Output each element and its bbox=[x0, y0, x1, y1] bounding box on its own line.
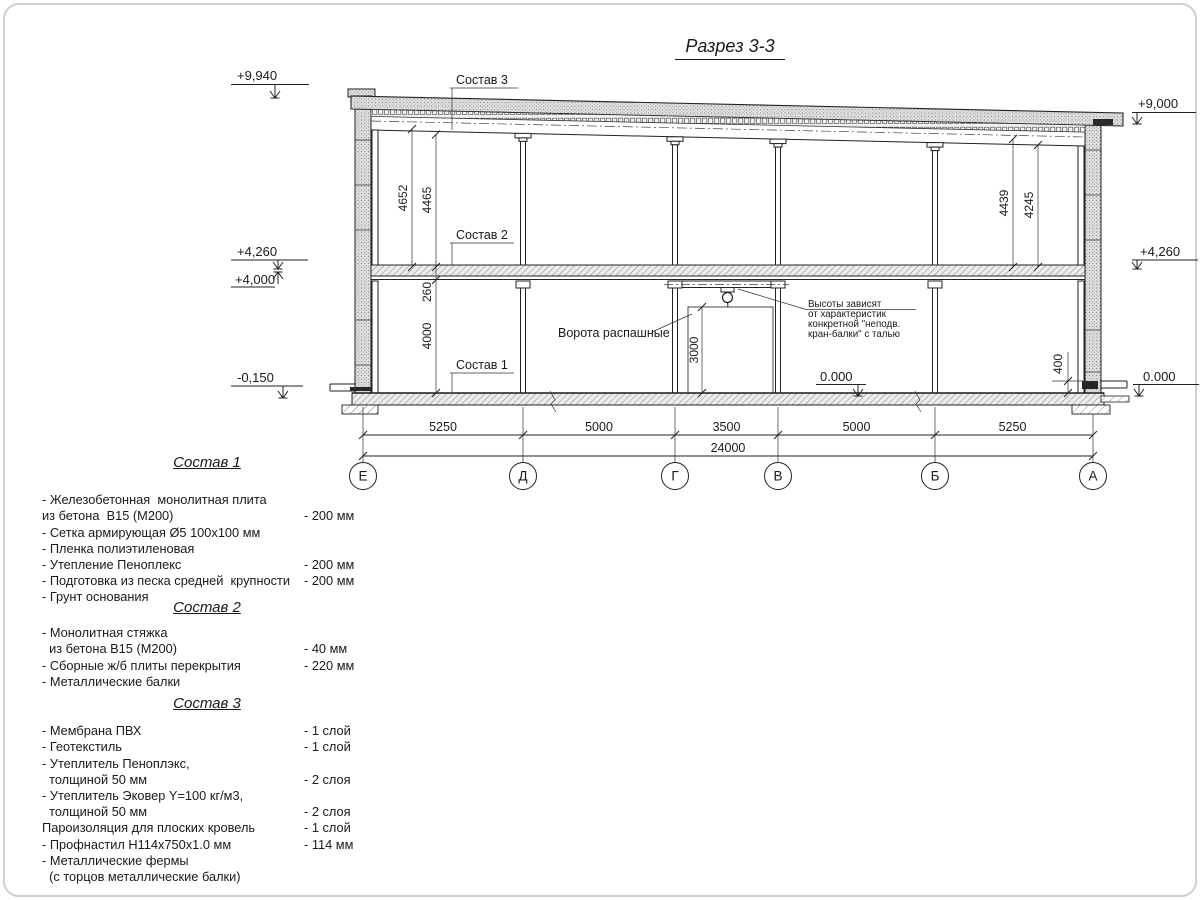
dim-right-outer: 4439 bbox=[997, 189, 1011, 217]
legend-item bbox=[42, 804, 372, 820]
floor-band bbox=[352, 393, 1104, 405]
dim-left-outer: 4652 bbox=[396, 184, 410, 212]
legend-section-title: Состав 1 bbox=[173, 454, 241, 471]
note-line: Высоты зависят bbox=[808, 299, 882, 310]
bay-dim: 5000 bbox=[585, 420, 613, 434]
legend-item bbox=[42, 658, 372, 674]
right-console bbox=[1101, 396, 1129, 402]
dim-base-400: 400 bbox=[1051, 353, 1065, 375]
floor-slab-intermediate bbox=[371, 265, 1085, 280]
elevation-arrow-icon bbox=[273, 260, 283, 269]
legend-item-label: из бетона В15 (М200) bbox=[42, 641, 177, 657]
legend-item bbox=[42, 837, 372, 853]
bay-dim: 5000 bbox=[842, 420, 871, 434]
right-apron-step bbox=[1100, 381, 1127, 388]
axis-label: Д bbox=[518, 468, 528, 484]
legend-item-label: Пароизоляция для плоских кровель bbox=[42, 820, 256, 836]
legend-item bbox=[42, 674, 372, 690]
legend-item-label: - Пленка полиэтиленовая bbox=[42, 540, 195, 556]
legend-item bbox=[42, 541, 372, 557]
legend-item bbox=[42, 820, 372, 836]
legend-item bbox=[42, 508, 372, 524]
legend-item-label: (с торцов металлические балки) bbox=[42, 869, 241, 885]
legend-item-label: - Подготовка из песка средней крупности bbox=[42, 573, 291, 589]
legend-item-label: - Мембрана ПВХ bbox=[42, 723, 142, 739]
legend-item-value: - 200 мм bbox=[304, 557, 355, 573]
dim-vertical-left bbox=[396, 125, 440, 397]
legend-item-label: - Профнастил Н114х750х1.0 мм bbox=[42, 836, 232, 852]
elevation-mark-mid-left-upper bbox=[231, 244, 308, 269]
elevation-value: +4,260 bbox=[237, 244, 278, 259]
legend-item bbox=[42, 492, 372, 508]
elevation-value: +4,260 bbox=[1140, 244, 1181, 259]
legend-item bbox=[42, 772, 372, 788]
elevation-mark-floor-inner bbox=[816, 369, 866, 396]
elevation-arrow-icon bbox=[1132, 113, 1142, 125]
legend-item-value: - 200 мм bbox=[304, 573, 355, 589]
legend-item-value: - 1 слой bbox=[304, 723, 351, 739]
left-footing bbox=[342, 405, 378, 414]
elevation-value: 0.000 bbox=[1143, 369, 1176, 384]
legend-section-title: Состав 2 bbox=[173, 599, 241, 616]
legend-item bbox=[42, 557, 372, 573]
legend-item-value: - 220 мм bbox=[304, 657, 355, 673]
note-line: от характеристик bbox=[808, 309, 886, 320]
elevation-arrow-icon bbox=[1132, 260, 1142, 269]
pilaster-upper-left bbox=[372, 130, 378, 265]
elevation-mark-mid-right bbox=[1132, 244, 1198, 269]
columns-upper bbox=[372, 130, 1084, 265]
legend-item-value: - 2 слоя bbox=[304, 771, 351, 787]
legend-item-label: толщиной 50 мм bbox=[42, 804, 148, 820]
legend-item-label: - Сборные ж/б плиты перекрытия bbox=[42, 657, 241, 673]
dim-slab-260: 260 bbox=[420, 281, 434, 303]
legend-item bbox=[42, 525, 372, 541]
column-upper bbox=[515, 133, 531, 265]
legend-items bbox=[42, 625, 372, 690]
legend-items bbox=[42, 723, 372, 885]
legend-item-label: - Монолитная стяжка bbox=[42, 625, 168, 641]
legend-item-label: - Железобетонная монолитная плита bbox=[42, 492, 267, 508]
hoist-trolley bbox=[721, 288, 734, 293]
callout-sostav2 bbox=[450, 228, 514, 265]
pilaster-lower-left bbox=[372, 281, 378, 393]
pilaster-upper-right bbox=[1078, 146, 1084, 265]
pilaster-lower-right bbox=[1078, 281, 1084, 393]
axis-label: Г bbox=[671, 468, 679, 484]
legend-item-label: - Металлические фермы bbox=[42, 852, 189, 868]
legend-item-label: - Металлические балки bbox=[42, 673, 181, 689]
elevation-arrow-icon bbox=[270, 85, 280, 98]
legend-item-value: - 114 мм bbox=[304, 836, 354, 852]
axis-label: Б bbox=[930, 468, 940, 484]
legend-item-label: - Утеплитель Пеноплэкс, bbox=[42, 755, 190, 771]
slab-band bbox=[371, 265, 1085, 276]
callout-label: Состав 3 bbox=[456, 73, 508, 87]
legend-item bbox=[42, 853, 372, 869]
column-upper bbox=[770, 139, 786, 265]
legend-item bbox=[42, 788, 372, 804]
elevation-mark-bottom-right bbox=[1133, 369, 1199, 396]
legend-item bbox=[42, 625, 372, 641]
legend-item bbox=[42, 723, 372, 739]
legend-item-label: - Утепление Пеноплекс bbox=[42, 557, 182, 573]
column-lower bbox=[516, 281, 530, 393]
callout-gates bbox=[558, 314, 692, 340]
roof-edge-block bbox=[1093, 119, 1113, 125]
dim-row-total bbox=[359, 441, 1097, 460]
legend-item bbox=[42, 869, 372, 885]
elevation-arrow-icon bbox=[278, 386, 288, 398]
total-dim: 24000 bbox=[710, 441, 746, 455]
note-line: кран-балки" с талью bbox=[808, 329, 900, 340]
legend-item-value: - 1 слой bbox=[304, 739, 351, 755]
axis-markers bbox=[350, 463, 1107, 490]
axis-label: А bbox=[1088, 468, 1098, 484]
legend-item bbox=[42, 641, 372, 657]
bay-dim: 5250 bbox=[429, 420, 457, 434]
legend-section-title: Состав 3 bbox=[173, 695, 241, 712]
elevation-arrow-icon bbox=[1134, 385, 1144, 397]
legend-item-label: - Грунт основания bbox=[42, 589, 149, 605]
legend-item bbox=[42, 739, 372, 755]
roof-assembly bbox=[351, 96, 1123, 146]
legend-item-label: из бетона В15 (М200) bbox=[42, 508, 174, 524]
note-line: конкретной "неподв. bbox=[808, 319, 901, 330]
elevation-mark-bottom-left bbox=[231, 370, 303, 398]
dim-left-inner: 4465 bbox=[420, 186, 434, 214]
callout-sostav1 bbox=[450, 358, 514, 392]
elevation-value: +9,940 bbox=[237, 68, 278, 83]
drawing-title-text: Разрез 3-3 bbox=[675, 36, 784, 60]
elevation-value: +4,000 bbox=[235, 272, 276, 287]
left-base-plate bbox=[350, 387, 372, 391]
legend-item bbox=[42, 756, 372, 772]
legend-section-sostav1 bbox=[42, 455, 372, 606]
elevation-mark-mid-left-lower bbox=[231, 272, 283, 287]
elevation-mark-top-left bbox=[231, 68, 309, 98]
axis-label: В bbox=[773, 468, 783, 484]
crane-beam bbox=[664, 281, 789, 310]
hoist-block bbox=[723, 293, 733, 303]
dim-right-inner: 4245 bbox=[1022, 191, 1036, 219]
elevation-value: +9,000 bbox=[1138, 96, 1179, 111]
column-upper bbox=[667, 137, 683, 265]
right-footing bbox=[1072, 405, 1110, 414]
legend-item bbox=[42, 573, 372, 589]
elevation-mark-top-right bbox=[1132, 96, 1196, 124]
elevation-value: 0.000 bbox=[820, 369, 853, 384]
legend-item-value: - 2 слоя bbox=[304, 804, 351, 820]
legend-item-value: - 40 мм bbox=[304, 641, 348, 657]
bay-dim: 3500 bbox=[712, 420, 741, 434]
legend-item-value: - 200 мм bbox=[304, 508, 355, 524]
column-lower bbox=[668, 281, 682, 393]
callout-label: Состав 2 bbox=[456, 228, 508, 242]
legend-items bbox=[42, 492, 372, 605]
right-base-plate bbox=[1082, 381, 1098, 389]
axis-label: Е bbox=[358, 468, 368, 484]
bay-dim: 5250 bbox=[998, 420, 1027, 434]
right-wall bbox=[1085, 113, 1101, 393]
legend-item-value: - 1 слой bbox=[304, 820, 351, 836]
column-upper bbox=[927, 143, 943, 265]
legend-section-sostav3 bbox=[42, 696, 372, 885]
left-wall bbox=[355, 96, 371, 393]
legend-item-label: - Утеплитель Эковер Y=100 кг/м3, bbox=[42, 788, 244, 804]
callout-label: Состав 1 bbox=[456, 358, 508, 372]
dim-door-3000: 3000 bbox=[687, 336, 701, 364]
elevation-value: -0,150 bbox=[237, 370, 274, 385]
legend-item-label: - Сетка армирующая Ø5 100х100 мм bbox=[42, 524, 261, 540]
dim-ground-floor-4000: 4000 bbox=[420, 322, 434, 350]
legend-section-sostav2 bbox=[42, 600, 372, 690]
legend-item-label: толщиной 50 мм bbox=[42, 771, 148, 787]
callout-label: Ворота распашные bbox=[558, 326, 670, 340]
legend-item-label: - Геотекстиль bbox=[42, 739, 122, 755]
column-lower bbox=[928, 281, 942, 393]
truss-bottom-chord bbox=[371, 130, 1085, 146]
